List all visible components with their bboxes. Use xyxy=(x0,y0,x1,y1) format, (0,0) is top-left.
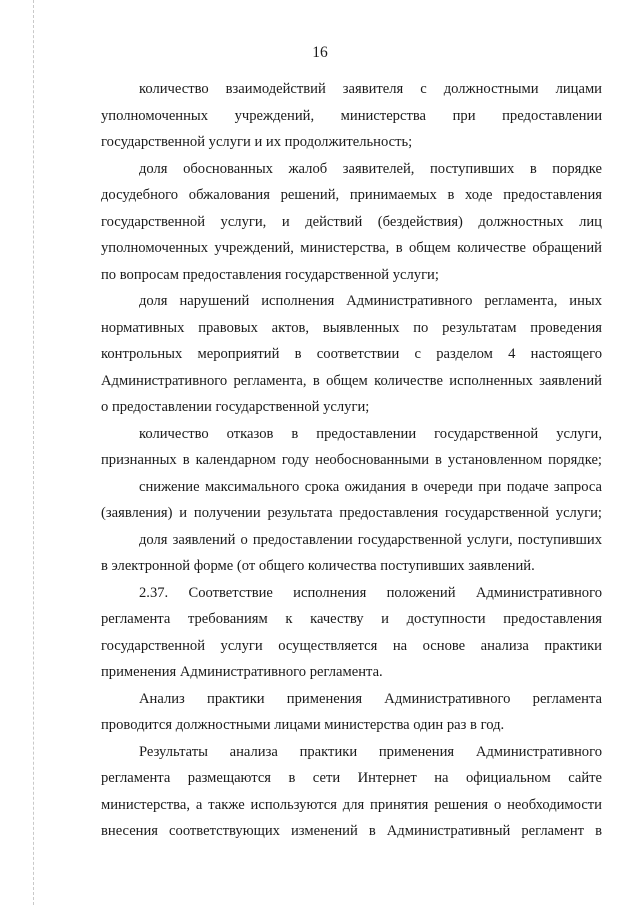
text-line: проводится должностными лицами министерства один раз в год. xyxy=(101,717,505,733)
paragraph-section-2-37 xyxy=(101,580,602,686)
paragraph-analysis-results xyxy=(101,739,602,845)
text-line: уполномоченных учреждений, министерства при предоставлении xyxy=(101,107,602,124)
text-line: признанных в календарном году необоснованными в установленном порядке; xyxy=(101,452,602,468)
text-line: количество отказов в предоставлении государственной услуги, xyxy=(139,425,602,442)
text-line: досудебного обжалования решений, принимаемых в ходе предоставления xyxy=(101,187,602,203)
paragraph-electronic-share xyxy=(101,527,602,580)
text-line: количество взаимодействий заявителя с должностными лицами xyxy=(139,81,602,97)
paragraph-refusals-count xyxy=(101,421,602,474)
text-line: министерства, а также используются для принятия решения о необходимости xyxy=(101,796,602,813)
text-line: снижение максимального срока ожидания в очереди при подаче запроса xyxy=(139,478,602,495)
text-line: (заявления) и получении результата предоставления государственной услуги; xyxy=(101,505,602,521)
text-line: государственной услуги осуществляется на основе анализа практики xyxy=(101,637,602,654)
text-line: регламента требованиям к качеству и доступности предоставления xyxy=(101,611,602,627)
text-line: по вопросам предоставления государственной услуги; xyxy=(101,266,439,283)
page-number: 16 xyxy=(312,44,328,61)
paragraph-interactions-count xyxy=(101,76,602,156)
paragraph-analysis-frequency xyxy=(101,686,602,739)
text-line: доля нарушений исполнения Административного регламента, иных xyxy=(139,293,602,309)
paragraph-waiting-time xyxy=(101,474,602,527)
text-line: доля обоснованных жалоб заявителей, поступивших в порядке xyxy=(139,160,602,177)
paragraph-violations-share xyxy=(101,288,602,421)
text-line: государственной услуги и их продолжительность; xyxy=(101,134,413,150)
text-line: Анализ практики применения Административного регламента xyxy=(139,690,602,707)
text-line: Результаты анализа практики применения Административного xyxy=(139,743,602,760)
text-line: 2.37. Соответствие исполнения положений Административного xyxy=(139,584,602,601)
text-line: нормативных правовых актов, выявленных по результатам проведения xyxy=(101,319,602,336)
text-line: доля заявлений о предоставлении государственной услуги, поступивших xyxy=(139,531,602,548)
text-line: уполномоченных учреждений, министерства, в общем количестве обращений xyxy=(101,240,602,256)
scan-edge-line xyxy=(33,0,34,905)
paragraph-complaints-share xyxy=(101,156,602,289)
text-line: государственной услуги, и действий (бездействия) должностных лиц xyxy=(101,213,602,230)
text-line: контрольных мероприятий в соответствии с разделом 4 настоящего xyxy=(101,346,602,362)
document-body xyxy=(101,76,602,845)
text-line: о предоставлении государственной услуги; xyxy=(101,399,370,415)
text-line: применения Административного регламента. xyxy=(101,664,383,680)
text-line: регламента размещаются в сети Интернет на официальном сайте xyxy=(101,770,602,786)
text-line: Административного регламента, в общем количестве исполненных заявлений xyxy=(101,372,602,389)
text-line: в электронной форме (от общего количества поступивших заявлений. xyxy=(101,558,535,574)
text-line: внесения соответствующих изменений в Административный регламент в xyxy=(101,823,602,839)
